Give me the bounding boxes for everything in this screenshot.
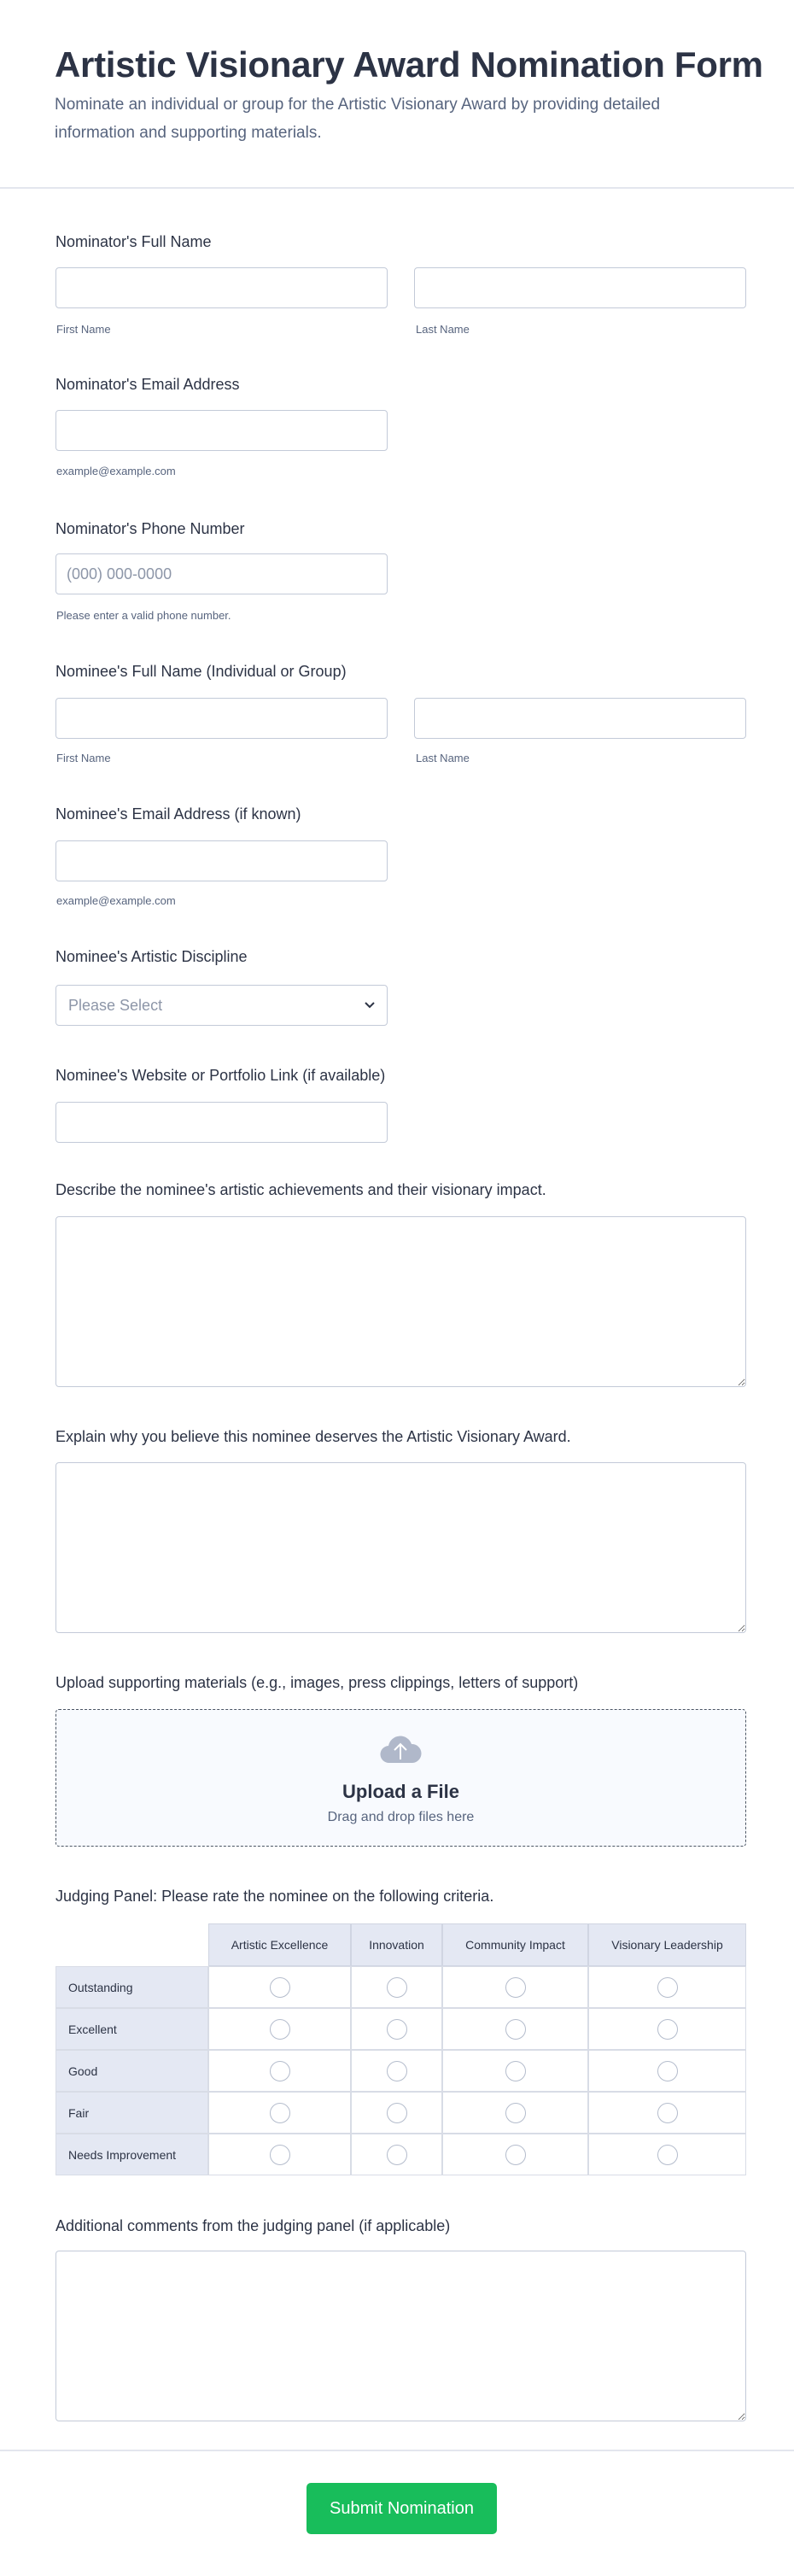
matrix-row <box>55 2050 746 2092</box>
nominator-phone-label: Nominator's Phone Number <box>55 520 245 537</box>
comments-textarea[interactable] <box>55 2251 746 2421</box>
rating-radio[interactable] <box>270 2019 290 2040</box>
upload-label: Upload supporting materials (e.g., images, press clippings, letters of support) <box>55 1674 579 1691</box>
nominator-first-name-input[interactable] <box>55 267 388 308</box>
column-header: Innovation <box>351 1923 442 1966</box>
matrix-label: Judging Panel: Please rate the nominee on the following criteria. <box>55 1888 494 1905</box>
matrix-cell <box>208 2008 351 2050</box>
page-subtitle: Nominate an individual or group for the Artistic Visionary Award by providing detailed information and supporting materials. <box>55 96 661 142</box>
matrix-corner <box>55 1923 208 1966</box>
nominator-email-label: Nominator's Email Address <box>55 376 240 393</box>
nominee-email-label: Nominee's Email Address (if known) <box>55 805 301 823</box>
matrix-cell <box>442 2092 588 2134</box>
rating-radio[interactable] <box>505 2103 526 2123</box>
page-title: Artistic Visionary Award Nomination Form <box>55 44 763 85</box>
matrix-cell <box>351 2050 442 2092</box>
matrix-cell <box>588 2050 746 2092</box>
first-name-sublabel: First Name <box>56 752 111 764</box>
rating-radio[interactable] <box>270 2145 290 2165</box>
nominee-email-input[interactable] <box>55 840 388 881</box>
rating-radio[interactable] <box>657 2145 678 2165</box>
rating-radio[interactable] <box>505 2019 526 2040</box>
achievements-label: Describe the nominee's artistic achievements and their visionary impact. <box>55 1181 546 1198</box>
matrix-cell <box>442 2008 588 2050</box>
rating-radio[interactable] <box>387 2145 407 2165</box>
discipline-select[interactable] <box>55 985 388 1026</box>
rating-radio[interactable] <box>387 2103 407 2123</box>
footer-divider <box>0 2450 794 2451</box>
rating-radio[interactable] <box>505 1977 526 1998</box>
rating-radio[interactable] <box>657 2061 678 2081</box>
row-label: Excellent <box>55 2008 208 2050</box>
matrix-row <box>55 1966 746 2008</box>
matrix-cell <box>588 2134 746 2175</box>
cloud-upload-icon <box>379 1734 422 1765</box>
discipline-selected-value: Please Select <box>68 996 163 1014</box>
rating-radio[interactable] <box>657 2019 678 2040</box>
matrix-cell <box>588 2092 746 2134</box>
matrix-cell <box>208 2134 351 2175</box>
file-upload-dropzone[interactable] <box>55 1709 746 1847</box>
matrix-cell <box>208 2050 351 2092</box>
upload-hint: Drag and drop files here <box>327 1810 475 1824</box>
matrix-row <box>55 2134 746 2175</box>
rating-radio[interactable] <box>657 2103 678 2123</box>
nominator-email-input[interactable] <box>55 410 388 451</box>
rating-radio[interactable] <box>387 1977 407 1998</box>
row-label: Needs Improvement <box>55 2134 208 2175</box>
matrix-cell <box>351 2008 442 2050</box>
matrix-cell <box>208 1966 351 2008</box>
column-header: Community Impact <box>442 1923 588 1966</box>
matrix-cell <box>351 2134 442 2175</box>
row-label: Outstanding <box>55 1966 208 2008</box>
why-textarea[interactable] <box>55 1462 746 1633</box>
column-header: Artistic Excellence <box>208 1923 351 1966</box>
column-header: Visionary Leadership <box>588 1923 746 1966</box>
nominator-last-name-input[interactable] <box>414 267 746 308</box>
email-hint: example@example.com <box>56 894 176 907</box>
rating-matrix <box>55 1923 746 2175</box>
matrix-cell <box>588 2008 746 2050</box>
divider <box>0 187 794 189</box>
nominee-first-name-input[interactable] <box>55 698 388 739</box>
matrix-cell <box>442 2134 588 2175</box>
matrix-cell <box>442 2050 588 2092</box>
matrix-cell <box>351 1966 442 2008</box>
matrix-row <box>55 2092 746 2134</box>
matrix-cell <box>351 2092 442 2134</box>
comments-label: Additional comments from the judging panel (if applicable) <box>55 2217 451 2234</box>
chevron-down-icon <box>365 1002 375 1009</box>
phone-hint: Please enter a valid phone number. <box>56 609 231 622</box>
achievements-textarea[interactable] <box>55 1216 746 1387</box>
first-name-sublabel: First Name <box>56 323 111 336</box>
last-name-sublabel: Last Name <box>416 323 470 336</box>
nominee-name-label: Nominee's Full Name (Individual or Group) <box>55 663 347 680</box>
website-input[interactable] <box>55 1102 388 1143</box>
website-label: Nominee's Website or Portfolio Link (if available) <box>55 1067 386 1084</box>
rating-radio[interactable] <box>505 2061 526 2081</box>
matrix-cell <box>588 1966 746 2008</box>
matrix-cell <box>442 1966 588 2008</box>
rating-radio[interactable] <box>270 2061 290 2081</box>
nominator-name-label: Nominator's Full Name <box>55 233 212 250</box>
row-label: Fair <box>55 2092 208 2134</box>
why-label: Explain why you believe this nominee deserves the Artistic Visionary Award. <box>55 1428 571 1445</box>
row-label: Good <box>55 2050 208 2092</box>
nominator-phone-input[interactable] <box>55 553 388 594</box>
rating-radio[interactable] <box>270 2103 290 2123</box>
matrix-row <box>55 2008 746 2050</box>
email-hint: example@example.com <box>56 465 176 477</box>
discipline-label: Nominee's Artistic Discipline <box>55 948 248 965</box>
rating-radio[interactable] <box>657 1977 678 1998</box>
rating-radio[interactable] <box>270 1977 290 1998</box>
rating-radio[interactable] <box>387 2019 407 2040</box>
submit-button[interactable]: Submit Nomination <box>307 2483 497 2534</box>
upload-title: Upload a File <box>342 1781 459 1802</box>
nominee-last-name-input[interactable] <box>414 698 746 739</box>
last-name-sublabel: Last Name <box>416 752 470 764</box>
rating-radio[interactable] <box>387 2061 407 2081</box>
rating-radio[interactable] <box>505 2145 526 2165</box>
matrix-cell <box>208 2092 351 2134</box>
